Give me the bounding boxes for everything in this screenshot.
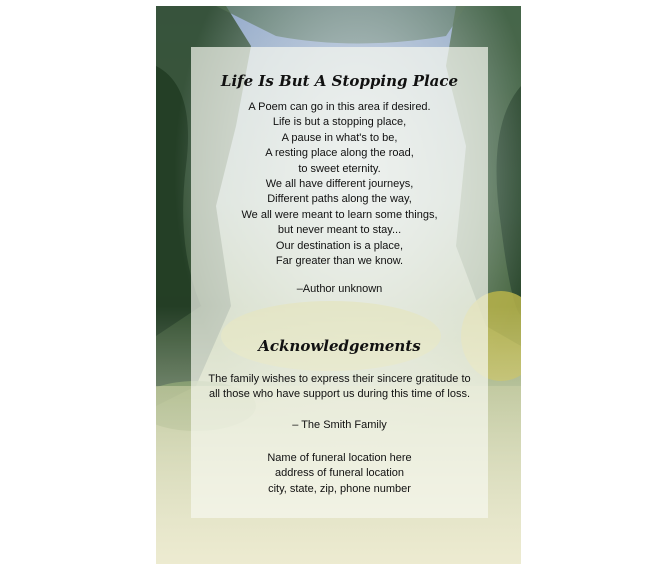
poem-line: We all were meant to learn some things, [241, 208, 438, 221]
acknowledgements-line: all those who have support us during this time of loss. [208, 388, 471, 401]
poem-line: Our destination is a place, [275, 239, 404, 252]
poem-line: A Poem can go in this area if desired. [248, 101, 431, 113]
acknowledgements-line: The family wishes to express their sincere gratitude to [208, 373, 471, 385]
poem-line: to sweet eternity. [298, 162, 381, 175]
poem-title: Life Is But A Stopping Place [220, 72, 459, 90]
poem-line: Different paths along the way, [267, 193, 412, 206]
poem-author: –Author unknown [296, 283, 383, 295]
text-panel [191, 47, 488, 518]
poem-text [191, 100, 488, 269]
family-signature: – The Smith Family [292, 419, 387, 431]
location-city: city, state, zip, phone number [268, 482, 411, 495]
location-address: address of funeral location [274, 467, 405, 480]
poem-line: but never meant to stay... [277, 224, 402, 237]
poem-line: Life is but a stopping place, [272, 116, 407, 129]
acknowledgements-title: Acknowledgements [258, 337, 421, 355]
poem-line: We all have different journeys, [265, 178, 414, 191]
funeral-location [191, 451, 488, 497]
poem-line: Far greater than we know. [275, 255, 404, 268]
program-card [156, 6, 521, 564]
poem-line: A pause in what's to be, [281, 131, 398, 144]
acknowledgements-text [191, 372, 488, 403]
poem-line: A resting place along the road, [265, 147, 414, 160]
location-name: Name of funeral location here [267, 452, 412, 464]
